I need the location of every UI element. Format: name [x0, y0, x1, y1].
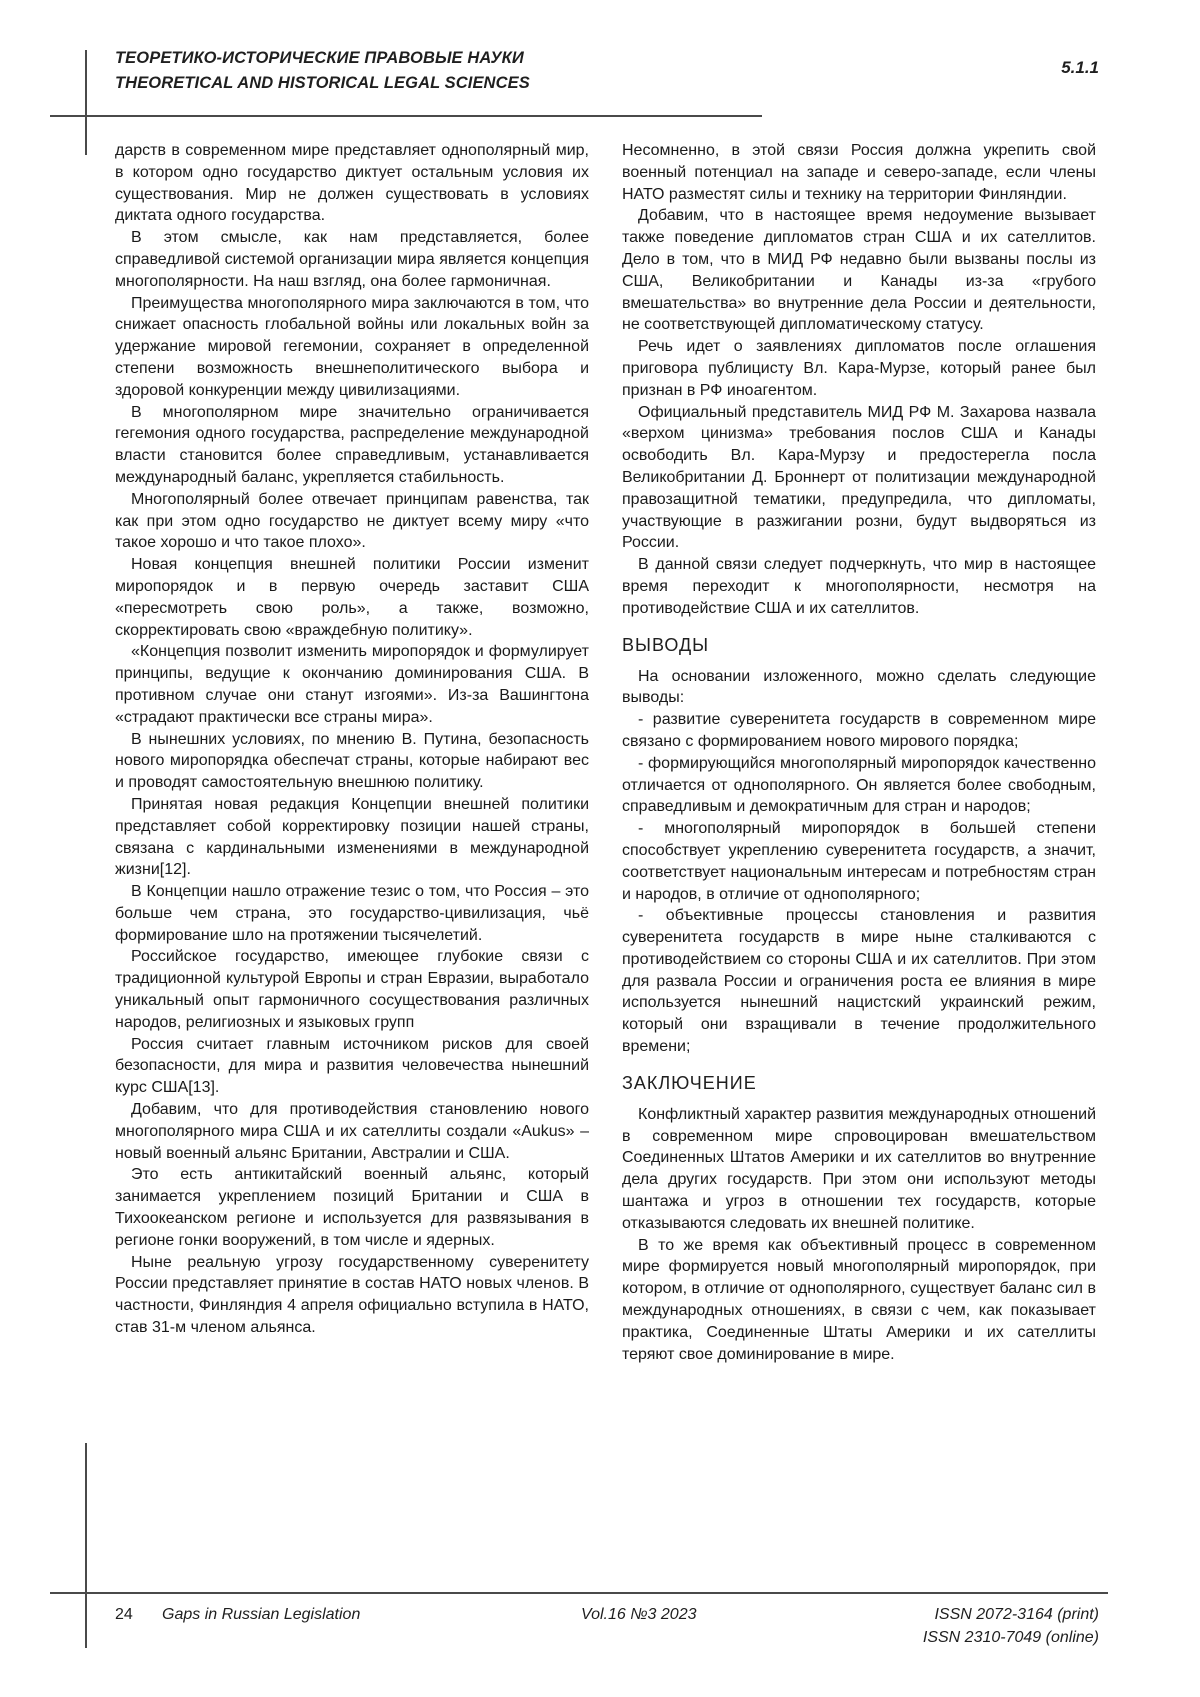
paragraph: Многополярный более отвечает принципам равенства, так как при этом одно государство не диктует всему миру «что такое хорошо и что такое плохо».	[115, 490, 589, 552]
paragraph: Несомненно, в этой связи Россия должна укрепить свой военный потенциал на западе и северо-западе, если члены НАТО разместят силы и технику на территории Финляндии.	[622, 142, 1096, 203]
left-column	[115, 140, 589, 1339]
page-number: 24	[115, 1606, 133, 1623]
paragraph: В многополярном мире значительно ограничивается гегемония одного государства, распределение международной власти становится более справедливым, устанавливается международный баланс, укрепляется стабильность.	[115, 403, 589, 486]
paragraph: Новая концепция внешней политики России изменит миропорядок и в первую очередь заставит США «пересмотреть свою роль», а также, возможно, скорректировать свою «враждебную политику».	[115, 556, 589, 639]
paragraph: дарств в современном мире представляет однополярный мир, в котором одно государство диктует остальным условия их существования. Мир не должен существовать в условиях диктата одного государства.	[115, 142, 589, 225]
right-column	[622, 140, 1096, 1365]
running-header	[115, 46, 815, 96]
paragraph: В то же время как объективный процесс в современном мире формируется новый многополярный миропорядок, при котором, в отличие от однополярного, существует баланс сил в международных отношениях, в связи с чем, как показывает практика, Соединенные Штаты Америки и их сателлиты теряют свое доминирование в мире.	[622, 1236, 1096, 1363]
paragraph: Официальный представитель МИД РФ М. Захарова назвала «верхом цинизма» требования послов США и Канады освободить Вл. Кара-Мурзу и предостерегла посла Великобритании Д. Броннерт от политизации международной правозащитной тематики, предупредила, что дипломаты, участвующие в разжигании розни, будут выдворяться из России.	[622, 403, 1096, 552]
header-title-ru: ТЕОРЕТИКО-ИСТОРИЧЕСКИЕ ПРАВОВЫЕ НАУКИ	[115, 49, 524, 67]
list-item: - многополярный миропорядок в большей степени способствует укреплению суверенитета государств, а значит, соответствует национальным интересам и потребностям стран и народов, в отличие от однополярного;	[622, 820, 1096, 903]
list-item: - объективные процессы становления и развития суверенитета государств в мире ныне сталкиваются с противодействием со стороны США и их сателлитов. При этом для развала России и ограничения роста ее влияния в мире используется нынешний нацистский украинский режим, который они взращивали в течение продолжительного времени;	[622, 907, 1096, 1056]
list-item: - формирующийся многополярный миропорядок качественно отличается от однополярного. Он является более свободным, справедливым и демократичным для стран и народов;	[622, 754, 1096, 816]
footer-vertical-rule	[85, 1443, 87, 1648]
paragraph: В данной связи следует подчеркнуть, что мир в настоящее время переходит к многополярности, несмотря на противодействие США и их сателлитов.	[622, 556, 1096, 617]
footer-horizontal-rule	[50, 1592, 1108, 1594]
paragraph: Конфликтный характер развития международных отношений в современном мире спровоцирован вмешательством Соединенных Штатов Америки и их сателлитов во внутренние дела других государств. При этом они используют методы шантажа и угроз в отношении тех государств, которые отказываются следовать их внешней политике.	[622, 1105, 1096, 1232]
list-item: - развитие суверенитета государств в современном мире связано с формированием нового мирового порядка;	[622, 711, 1096, 750]
section-code: 5.1.1	[1061, 58, 1099, 77]
header-vertical-rule	[85, 50, 87, 155]
paragraph: Российское государство, имеющее глубокие связи с традиционной культурой Европы и стран Евразии, выработало уникальный опыт гармоничного сосуществования различных народов, религиозных и языковых групп	[115, 948, 589, 1031]
paragraph: Преимущества многополярного мира заключаются в том, что снижает опасность глобальной войны или локальных войн за удержание мировой гегемонии, сохраняет в определенной степени возможность внешнеполитического выбора и здоровой конкуренции между цивилизациями.	[115, 294, 589, 399]
paragraph: Речь идет о заявлениях дипломатов после оглашения приговора публицисту Вл. Кара-Мурзе, который ранее был признан в РФ иноагентом.	[622, 338, 1096, 399]
issn-online: ISSN 2310-7049 (online)	[922, 1629, 1099, 1646]
volume-info: Vol.16 №3 2023	[581, 1606, 697, 1623]
paragraph: Добавим, что в настоящее время недоумение вызывает также поведение дипломатов стран США и их сателлитов. Дело в том, что в МИД РФ недавно были вызваны послы из США, Великобритании и Канады из-за «грубого вмешательства» во внутренние дела России и деятельности, не соответствующей дипломатическому статусу.	[622, 207, 1096, 334]
paragraph: Россия считает главным источником рисков для своей безопасности, для мира и развития человечества нынешний курс США[13].	[115, 1035, 589, 1097]
paragraph: «Концепция позволит изменить миропорядок и формулирует принципы, ведущие к окончанию доминирования США. В противном случае они станут изгоями». Из-за Вашингтона «страдают практически все страны мира».	[115, 643, 589, 726]
journal-name: Gaps in Russian Legislation	[162, 1606, 361, 1623]
closing-heading: ЗАКЛЮЧЕНИЕ	[622, 1072, 757, 1093]
paragraph: Принятая новая редакция Концепции внешней политики представляет собой корректировку позиции нашей страны, связана с кардинальными изменениями в международной жизни[12].	[115, 795, 589, 879]
paragraph: Добавим, что для противодействия становлению нового многополярного мира США и их сателлиты создали «Aukus» – новый военный альянс Британии, Австралии и США.	[115, 1101, 589, 1162]
issn-print: ISSN 2072-3164 (print)	[934, 1606, 1099, 1623]
paragraph: На основании изложенного, можно сделать следующие выводы:	[622, 667, 1096, 707]
header-horizontal-rule	[50, 115, 762, 117]
paragraph: Ныне реальную угрозу государственному суверенитету России представляет принятие в состав НАТО новых членов. В частности, Финляндия 4 апреля официально вступила в НАТО, став 31-м членом альянса.	[115, 1253, 589, 1337]
conclusions-heading: ВЫВОДЫ	[622, 634, 710, 655]
header-title-en: THEORETICAL AND HISTORICAL LEGAL SCIENCES	[115, 74, 530, 92]
issn-block	[923, 1603, 1099, 1649]
paragraph: В Концепции нашло отражение тезис о том, что Россия – это больше чем страна, это государство-цивилизация, чьё формирование шло на протяжении тысячелетий.	[115, 883, 589, 944]
paragraph: В нынешних условиях, по мнению В. Путина, безопасность нового миропорядка обеспечат страны, которые набирают вес и проводят самостоятельную внешнюю политику.	[115, 730, 589, 792]
paragraph: Это есть антикитайский военный альянс, который занимается укреплением позиций Британии и США в Тихоокеанском регионе и используется для развязывания в регионе гонки вооружений, в том числе и ядерных.	[115, 1166, 589, 1249]
paragraph: В этом смысле, как нам представляется, более справедливой системой организации мира является концепция многополярности. На наш взгляд, она более гармоничная.	[115, 229, 589, 290]
